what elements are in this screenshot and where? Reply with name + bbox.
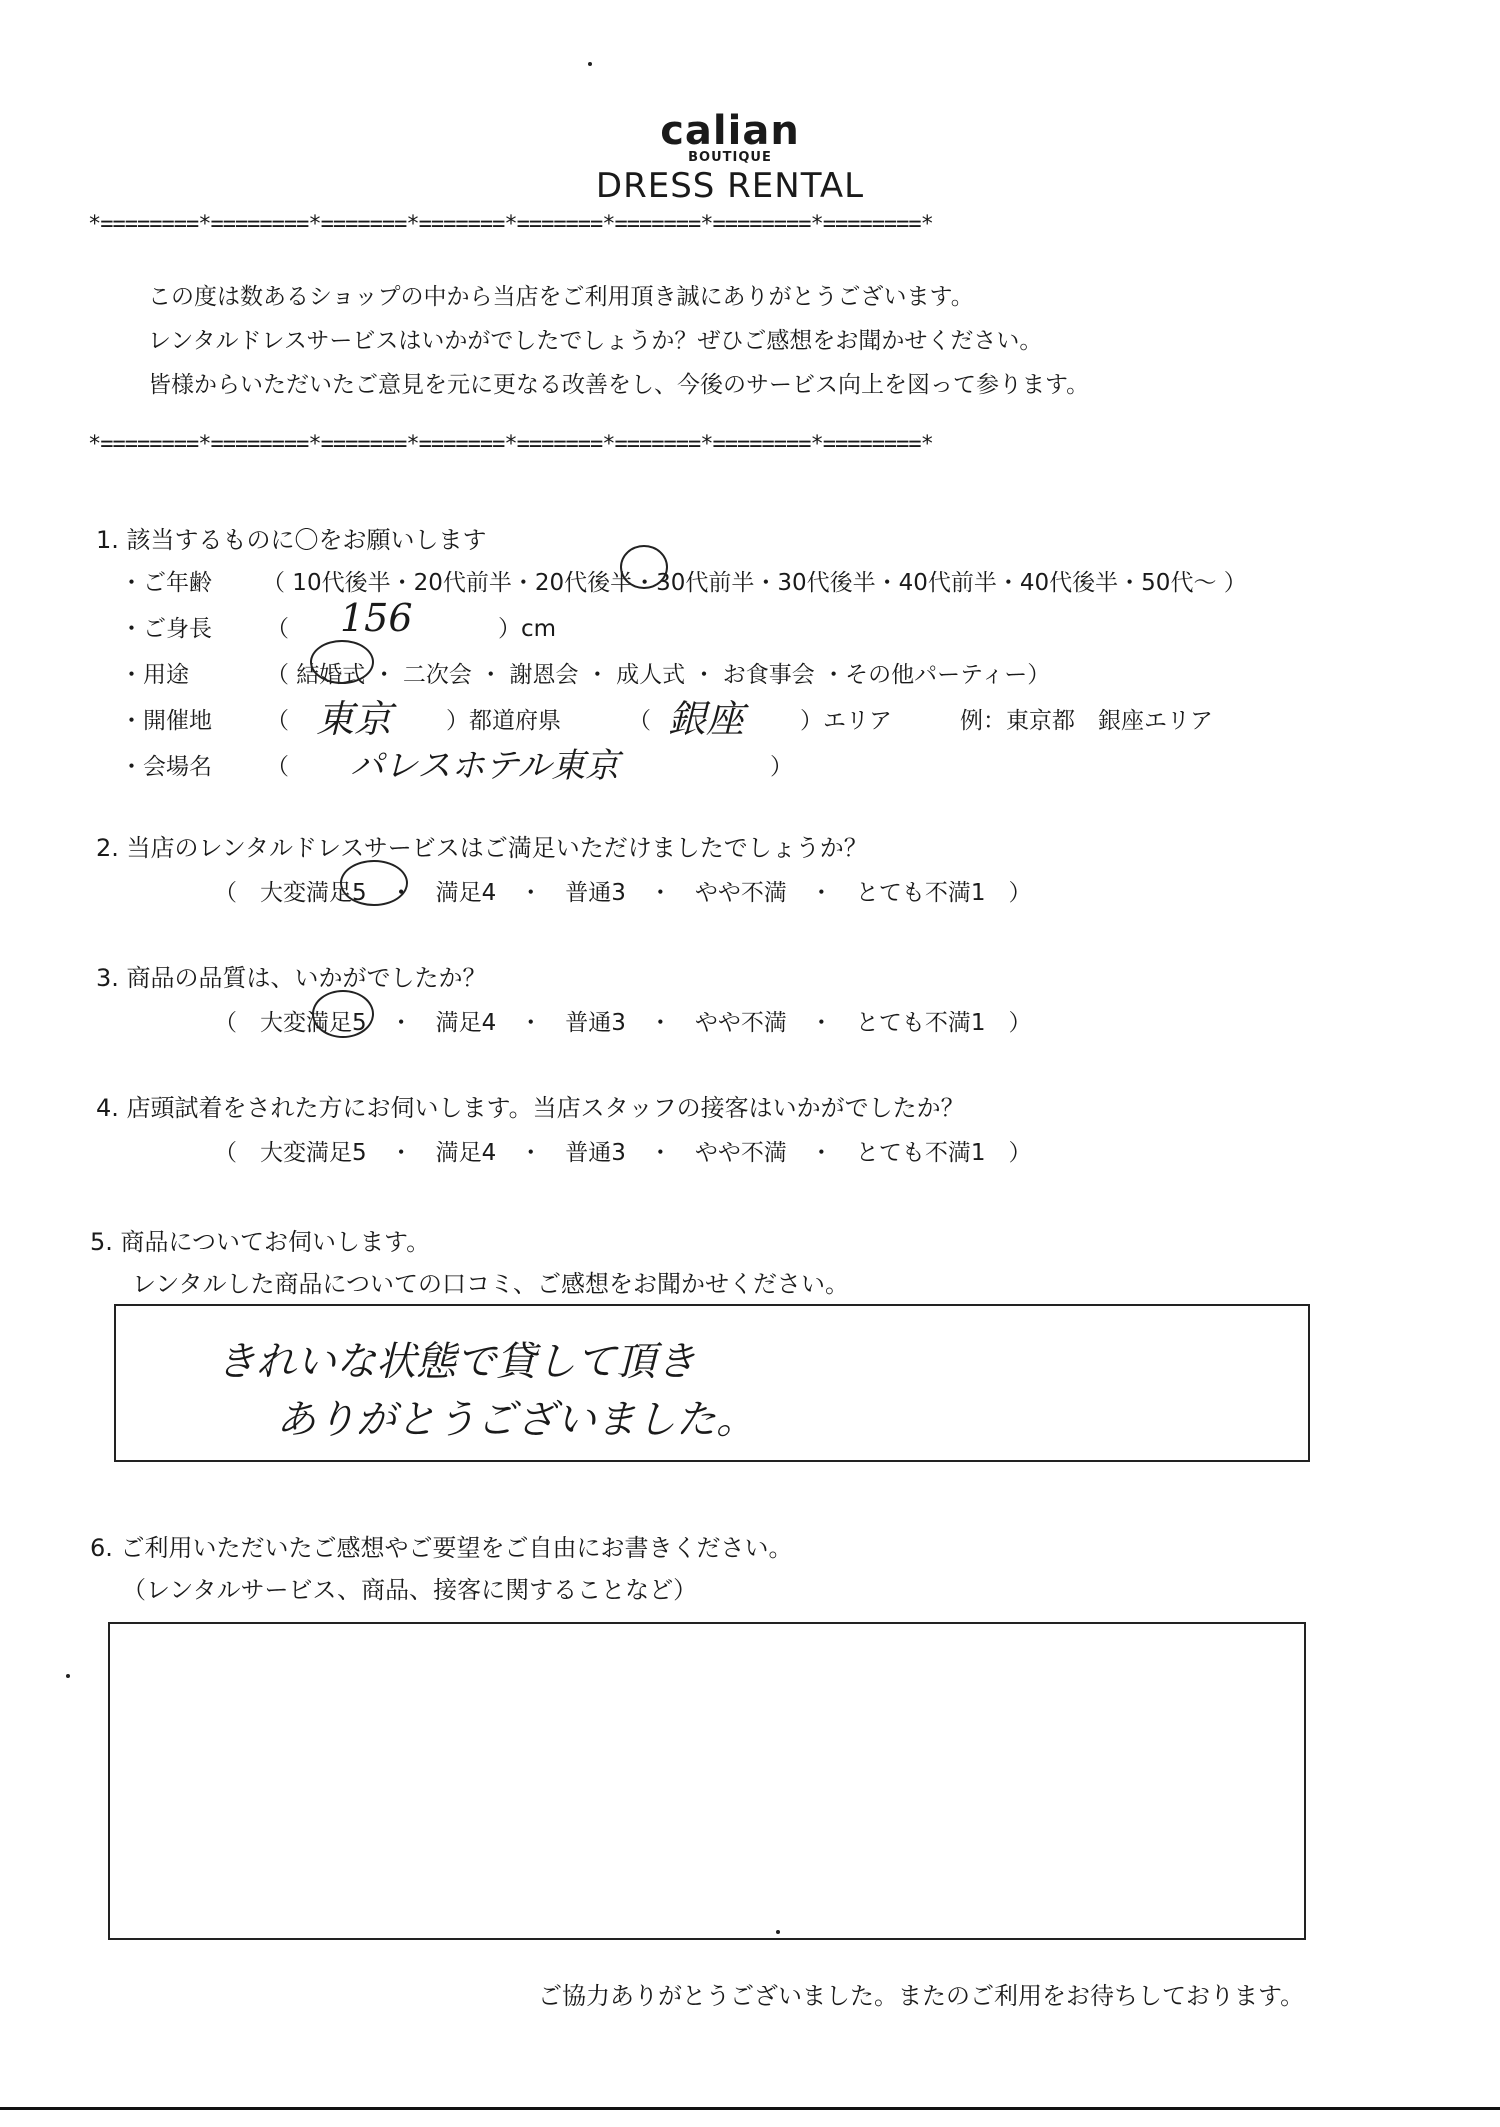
q3-title: 3. 商品の品質は、いかがでしたか？ (96, 964, 487, 992)
height-label: ・ご身長 (120, 616, 212, 642)
q3-selection-circle (312, 990, 374, 1038)
age-label: ・ご年齢 (120, 570, 212, 596)
scan-speck (66, 1674, 70, 1678)
q5-answer-box (114, 1304, 1310, 1462)
venue-value: パレスホテル東京 (350, 746, 620, 786)
separator-bottom: *========*========*=======*=======*=======*=======*========*========* (88, 432, 933, 457)
page-bottom-rule (0, 2107, 1500, 2110)
intro-line-1: この度は数あるショップの中から当店をご利用頂き誠にありがとうございます。 (148, 284, 974, 310)
q6-answer-box (108, 1622, 1306, 1940)
brand-sublabel: BOUTIQUE (688, 150, 772, 165)
purpose-label: ・用途 (120, 662, 189, 688)
q4-title: 4. 店頭試着をされた方にお伺いします。当店スタッフの接客はいかがでしたか？ (96, 1094, 965, 1122)
height-value: 156 (340, 596, 413, 640)
q5-title: 5. 商品についてお伺いします。 (90, 1228, 431, 1256)
q2-title: 2. 当店のレンタルドレスサービスはご満足いただけましたでしょうか？ (96, 834, 868, 862)
location-area-open-paren: （ (628, 708, 651, 734)
location-pref-value: 東京 (316, 697, 393, 741)
q2-selection-circle (340, 860, 408, 906)
location-label: ・開催地 (120, 708, 212, 734)
purpose-selection-circle (310, 640, 374, 684)
location-open-paren: （ (266, 708, 289, 734)
scan-speck (588, 62, 592, 66)
venue-label: ・会場名 (120, 754, 212, 780)
age-selection-circle (620, 545, 668, 589)
q5-answer-line-2: ありがとうございました。 (276, 1397, 756, 1443)
location-pref-suffix: ）都道府県 (446, 708, 561, 734)
height-unit: ）cm (498, 616, 557, 642)
purpose-options: （ 結婚式 ・ 二次会 ・ 謝恩会 ・ 成人式 ・ お食事会 ・その他パーティー） (266, 662, 1051, 688)
location-area-value: 銀座 (668, 697, 745, 741)
location-area-suffix: ）エリア (800, 708, 892, 734)
intro-line-3: 皆様からいただいたご意見を元に更なる改善をし、今後のサービス向上を図って参ります。 (148, 372, 1090, 398)
q6-title: 6. ご利用いただいたご感想やご要望をご自由にお書きください。 (90, 1534, 793, 1562)
age-options: （ 10代後半・20代前半・20代後半・30代前半・30代後半・40代前半・40代後半・50代〜 ） (262, 570, 1247, 596)
q5-subtitle: レンタルした商品についての口コミ、ご感想をお聞かせください。 (132, 1270, 849, 1298)
separator-top: *========*========*=======*=======*=======*=======*========*========* (88, 212, 933, 237)
footer-thanks: ご協力ありがとうございました。またのご利用をお待ちしております。 (538, 1982, 1305, 2010)
page-title: DRESS RENTAL (595, 166, 865, 206)
location-example: 例：東京都 銀座エリア (960, 708, 1213, 734)
height-open-paren: （ (266, 616, 289, 642)
venue-close-paren: ） (770, 754, 793, 780)
q1-title: 1. 該当するものに〇をお願いします (96, 526, 487, 554)
q2-options: （ 大変満足5 ・ 満足4 ・ 普通3 ・ やや不満 ・ とても不満1 ） (214, 880, 1032, 906)
venue-open-paren: （ (266, 754, 289, 780)
scan-speck (776, 1930, 780, 1934)
brand-logo: calian (660, 108, 800, 154)
q3-options: （ 大変満足5 ・ 満足4 ・ 普通3 ・ やや不満 ・ とても不満1 ） (214, 1010, 1032, 1036)
intro-line-2: レンタルドレスサービスはいかがでしたでしょうか？ぜひご感想をお聞かせください。 (148, 328, 1043, 354)
q5-answer-line-1: きれいな状態で貸して頂き (216, 1339, 696, 1385)
q4-options: （ 大変満足5 ・ 満足4 ・ 普通3 ・ やや不満 ・ とても不満1 ） (214, 1140, 1032, 1166)
q6-subtitle: （レンタルサービス、商品、接客に関することなど） (122, 1576, 698, 1604)
